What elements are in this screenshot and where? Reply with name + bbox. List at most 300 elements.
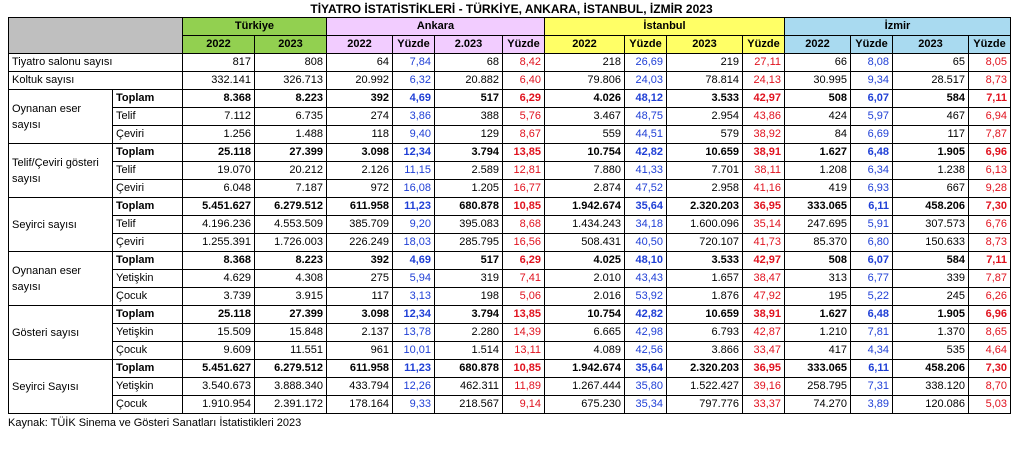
value-cell: 1.627 — [785, 306, 851, 324]
percent-cell: 24,13 — [743, 72, 785, 90]
col-header: 2022 — [183, 36, 255, 54]
label-header-cell — [9, 18, 183, 54]
value-cell: 1.876 — [667, 288, 743, 306]
value-cell: 3.794 — [435, 306, 503, 324]
percent-cell: 26,69 — [625, 54, 667, 72]
table-row — [9, 288, 1011, 306]
region-header-row — [9, 18, 1011, 36]
value-cell: 1.905 — [893, 144, 969, 162]
value-cell: 611.958 — [327, 198, 393, 216]
percent-cell: 35,34 — [625, 396, 667, 414]
sub-row-label: Toplam — [113, 306, 183, 324]
value-cell: 1.600.096 — [667, 216, 743, 234]
value-cell: 339 — [893, 270, 969, 288]
percent-cell: 16,08 — [393, 180, 435, 198]
value-cell: 117 — [893, 126, 969, 144]
table-row — [9, 54, 1011, 72]
percent-cell: 43,43 — [625, 270, 667, 288]
value-cell: 458.206 — [893, 360, 969, 378]
value-cell: 6.665 — [545, 324, 625, 342]
value-cell: 3.467 — [545, 108, 625, 126]
value-cell: 417 — [785, 342, 851, 360]
value-cell: 972 — [327, 180, 393, 198]
sub-row-label: Çocuk — [113, 342, 183, 360]
value-cell: 20.992 — [327, 72, 393, 90]
value-cell: 2.954 — [667, 108, 743, 126]
percent-cell: 7,87 — [969, 270, 1011, 288]
percent-cell: 38,11 — [743, 162, 785, 180]
value-cell: 27.399 — [255, 144, 327, 162]
table-row — [9, 306, 1011, 324]
percent-cell: 6,40 — [503, 72, 545, 90]
value-cell: 1.514 — [435, 342, 503, 360]
value-cell: 3.540.673 — [183, 378, 255, 396]
sub-row-label: Yetişkin — [113, 270, 183, 288]
row-label: Koltuk sayısı — [9, 72, 183, 90]
value-cell: 6.735 — [255, 108, 327, 126]
value-cell: 247.695 — [785, 216, 851, 234]
percent-cell: 47,92 — [743, 288, 785, 306]
percent-cell: 35,14 — [743, 216, 785, 234]
value-cell: 332.141 — [183, 72, 255, 90]
value-cell: 30.995 — [785, 72, 851, 90]
sub-row-label: Telif — [113, 108, 183, 126]
table-row — [9, 72, 1011, 90]
value-cell: 5.451.627 — [183, 360, 255, 378]
value-cell: 28.517 — [893, 72, 969, 90]
col-header: 2.023 — [435, 36, 503, 54]
value-cell: 3.915 — [255, 288, 327, 306]
percent-cell: 9,33 — [393, 396, 435, 414]
value-cell: 338.120 — [893, 378, 969, 396]
col-header: Yüzde — [851, 36, 893, 54]
value-cell: 9.609 — [183, 342, 255, 360]
value-cell: 611.958 — [327, 360, 393, 378]
value-cell: 307.573 — [893, 216, 969, 234]
percent-cell: 39,16 — [743, 378, 785, 396]
col-header: 2022 — [327, 36, 393, 54]
value-cell: 808 — [255, 54, 327, 72]
value-cell: 218 — [545, 54, 625, 72]
value-cell: 1.905 — [893, 306, 969, 324]
value-cell: 1.208 — [785, 162, 851, 180]
value-cell: 27.399 — [255, 306, 327, 324]
percent-cell: 35,64 — [625, 198, 667, 216]
percent-cell: 6,94 — [969, 108, 1011, 126]
value-cell: 245 — [893, 288, 969, 306]
percent-cell: 36,95 — [743, 360, 785, 378]
value-cell: 6.048 — [183, 180, 255, 198]
value-cell: 1.238 — [893, 162, 969, 180]
percent-cell: 12,34 — [393, 306, 435, 324]
table-row — [9, 144, 1011, 162]
percent-cell: 6,48 — [851, 144, 893, 162]
percent-cell: 8,65 — [969, 324, 1011, 342]
value-cell: 508.431 — [545, 234, 625, 252]
value-cell: 178.164 — [327, 396, 393, 414]
percent-cell: 9,40 — [393, 126, 435, 144]
percent-cell: 10,85 — [503, 198, 545, 216]
percent-cell: 6,96 — [969, 306, 1011, 324]
value-cell: 7.701 — [667, 162, 743, 180]
value-cell: 5.451.627 — [183, 198, 255, 216]
col-header: 2022 — [785, 36, 851, 54]
value-cell: 6.279.512 — [255, 198, 327, 216]
percent-cell: 5,76 — [503, 108, 545, 126]
percent-cell: 6,69 — [851, 126, 893, 144]
value-cell: 226.249 — [327, 234, 393, 252]
percent-cell: 6,80 — [851, 234, 893, 252]
table-row — [9, 360, 1011, 378]
percent-cell: 43,86 — [743, 108, 785, 126]
value-cell: 680.878 — [435, 198, 503, 216]
value-cell: 395.083 — [435, 216, 503, 234]
value-cell: 3.739 — [183, 288, 255, 306]
value-cell: 1.205 — [435, 180, 503, 198]
value-cell: 78.814 — [667, 72, 743, 90]
value-cell: 3.533 — [667, 252, 743, 270]
percent-cell: 7,81 — [851, 324, 893, 342]
percent-cell: 48,75 — [625, 108, 667, 126]
percent-cell: 24,03 — [625, 72, 667, 90]
value-cell: 680.878 — [435, 360, 503, 378]
sub-row-label: Çeviri — [113, 126, 183, 144]
percent-cell: 9,34 — [851, 72, 893, 90]
value-cell: 817 — [183, 54, 255, 72]
value-cell: 462.311 — [435, 378, 503, 396]
table-row — [9, 396, 1011, 414]
percent-cell: 7,11 — [969, 252, 1011, 270]
sub-row-label: Toplam — [113, 144, 183, 162]
percent-cell: 4,69 — [393, 90, 435, 108]
group-label: Telif/Çeviri gösteri sayısı — [9, 144, 113, 198]
value-cell: 313 — [785, 270, 851, 288]
value-cell: 1.256 — [183, 126, 255, 144]
value-cell: 3.533 — [667, 90, 743, 108]
value-cell: 218.567 — [435, 396, 503, 414]
value-cell: 720.107 — [667, 234, 743, 252]
percent-cell: 8,08 — [851, 54, 893, 72]
value-cell: 8.223 — [255, 90, 327, 108]
percent-cell: 9,28 — [969, 180, 1011, 198]
table-row — [9, 108, 1011, 126]
col-header: 2023 — [255, 36, 327, 54]
value-cell: 467 — [893, 108, 969, 126]
percent-cell: 5,06 — [503, 288, 545, 306]
value-cell: 7.112 — [183, 108, 255, 126]
sub-row-label: Telif — [113, 162, 183, 180]
percent-cell: 13,78 — [393, 324, 435, 342]
table-row — [9, 270, 1011, 288]
region-header-turkiye: Türkiye — [183, 18, 327, 36]
value-cell: 8.223 — [255, 252, 327, 270]
percent-cell: 6,11 — [851, 198, 893, 216]
table-row — [9, 234, 1011, 252]
percent-cell: 8,05 — [969, 54, 1011, 72]
value-cell: 20.212 — [255, 162, 327, 180]
value-cell: 258.795 — [785, 378, 851, 396]
value-cell: 2.010 — [545, 270, 625, 288]
percent-cell: 6,34 — [851, 162, 893, 180]
value-cell: 392 — [327, 90, 393, 108]
value-cell: 8.368 — [183, 252, 255, 270]
percent-cell: 6,76 — [969, 216, 1011, 234]
percent-cell: 6,32 — [393, 72, 435, 90]
percent-cell: 6,29 — [503, 90, 545, 108]
value-cell: 66 — [785, 54, 851, 72]
value-cell: 667 — [893, 180, 969, 198]
percent-cell: 7,11 — [969, 90, 1011, 108]
percent-cell: 38,47 — [743, 270, 785, 288]
sub-row-label: Çeviri — [113, 180, 183, 198]
theatre-statistics-table — [8, 17, 1011, 414]
value-cell: 7.187 — [255, 180, 327, 198]
value-cell: 385.709 — [327, 216, 393, 234]
percent-cell: 7,31 — [851, 378, 893, 396]
percent-cell: 7,41 — [503, 270, 545, 288]
percent-cell: 6,26 — [969, 288, 1011, 306]
value-cell: 3.794 — [435, 144, 503, 162]
value-cell: 319 — [435, 270, 503, 288]
percent-cell: 34,18 — [625, 216, 667, 234]
percent-cell: 4,64 — [969, 342, 1011, 360]
value-cell: 6.793 — [667, 324, 743, 342]
percent-cell: 13,85 — [503, 306, 545, 324]
value-cell: 15.848 — [255, 324, 327, 342]
percent-cell: 6,07 — [851, 252, 893, 270]
value-cell: 3.888.340 — [255, 378, 327, 396]
value-cell: 1.627 — [785, 144, 851, 162]
percent-cell: 41,16 — [743, 180, 785, 198]
percent-cell: 4,69 — [393, 252, 435, 270]
percent-cell: 6,77 — [851, 270, 893, 288]
percent-cell: 5,03 — [969, 396, 1011, 414]
percent-cell: 11,15 — [393, 162, 435, 180]
value-cell: 15.509 — [183, 324, 255, 342]
sub-row-label: Telif — [113, 216, 183, 234]
region-header-ankara: Ankara — [327, 18, 545, 36]
percent-cell: 41,33 — [625, 162, 667, 180]
percent-cell: 12,26 — [393, 378, 435, 396]
percent-cell: 7,84 — [393, 54, 435, 72]
percent-cell: 11,89 — [503, 378, 545, 396]
value-cell: 150.633 — [893, 234, 969, 252]
value-cell: 4.629 — [183, 270, 255, 288]
sub-row-label: Toplam — [113, 90, 183, 108]
value-cell: 84 — [785, 126, 851, 144]
value-cell: 85.370 — [785, 234, 851, 252]
percent-cell: 14,39 — [503, 324, 545, 342]
percent-cell: 8,70 — [969, 378, 1011, 396]
percent-cell: 6,13 — [969, 162, 1011, 180]
table-row — [9, 162, 1011, 180]
table-row — [9, 180, 1011, 198]
value-cell: 559 — [545, 126, 625, 144]
value-cell: 579 — [667, 126, 743, 144]
percent-cell: 40,50 — [625, 234, 667, 252]
percent-cell: 10,01 — [393, 342, 435, 360]
value-cell: 4.025 — [545, 252, 625, 270]
percent-cell: 3,89 — [851, 396, 893, 414]
percent-cell: 6,96 — [969, 144, 1011, 162]
percent-cell: 42,82 — [625, 306, 667, 324]
value-cell: 1.267.444 — [545, 378, 625, 396]
value-cell: 65 — [893, 54, 969, 72]
value-cell: 584 — [893, 90, 969, 108]
value-cell: 64 — [327, 54, 393, 72]
value-cell: 25.118 — [183, 144, 255, 162]
col-header: Yüzde — [503, 36, 545, 54]
value-cell: 1.910.954 — [183, 396, 255, 414]
percent-cell: 33,37 — [743, 396, 785, 414]
region-header-izmir: İzmir — [785, 18, 1011, 36]
percent-cell: 8,42 — [503, 54, 545, 72]
value-cell: 195 — [785, 288, 851, 306]
percent-cell: 8,73 — [969, 234, 1011, 252]
percent-cell: 18,03 — [393, 234, 435, 252]
value-cell: 68 — [435, 54, 503, 72]
percent-cell: 5,97 — [851, 108, 893, 126]
percent-cell: 42,87 — [743, 324, 785, 342]
percent-cell: 33,47 — [743, 342, 785, 360]
value-cell: 120.086 — [893, 396, 969, 414]
value-cell: 1.370 — [893, 324, 969, 342]
value-cell: 2.874 — [545, 180, 625, 198]
value-cell: 25.118 — [183, 306, 255, 324]
percent-cell: 42,97 — [743, 90, 785, 108]
percent-cell: 5,91 — [851, 216, 893, 234]
value-cell: 388 — [435, 108, 503, 126]
percent-cell: 7,30 — [969, 198, 1011, 216]
value-cell: 274 — [327, 108, 393, 126]
source-note: Kaynak: TÜİK Sinema ve Gösteri Sanatları İstatistikleri 2023 — [8, 417, 302, 429]
value-cell: 74.270 — [785, 396, 851, 414]
col-header: Yüzde — [393, 36, 435, 54]
group-label: Seyirci Sayısı — [9, 360, 113, 414]
percent-cell: 9,20 — [393, 216, 435, 234]
group-label: Oynanan eser sayısı — [9, 252, 113, 306]
value-cell: 1.657 — [667, 270, 743, 288]
percent-cell: 13,85 — [503, 144, 545, 162]
group-label: Seyirci sayısı — [9, 198, 113, 252]
value-cell: 433.794 — [327, 378, 393, 396]
value-cell: 10.659 — [667, 144, 743, 162]
percent-cell: 35,64 — [625, 360, 667, 378]
col-header: 2023 — [893, 36, 969, 54]
value-cell: 285.795 — [435, 234, 503, 252]
value-cell: 10.754 — [545, 144, 625, 162]
value-cell: 20.882 — [435, 72, 503, 90]
percent-cell: 6,29 — [503, 252, 545, 270]
value-cell: 198 — [435, 288, 503, 306]
value-cell: 675.230 — [545, 396, 625, 414]
value-cell: 3.866 — [667, 342, 743, 360]
value-cell: 1.522.427 — [667, 378, 743, 396]
value-cell: 2.589 — [435, 162, 503, 180]
value-cell: 2.320.203 — [667, 198, 743, 216]
percent-cell: 16,77 — [503, 180, 545, 198]
value-cell: 117 — [327, 288, 393, 306]
percent-cell: 3,13 — [393, 288, 435, 306]
value-cell: 2.391.172 — [255, 396, 327, 414]
percent-cell: 42,56 — [625, 342, 667, 360]
value-cell: 1.942.674 — [545, 360, 625, 378]
percent-cell: 48,12 — [625, 90, 667, 108]
percent-cell: 13,11 — [503, 342, 545, 360]
percent-cell: 7,30 — [969, 360, 1011, 378]
value-cell: 1.488 — [255, 126, 327, 144]
sub-row-label: Toplam — [113, 360, 183, 378]
col-header: Yüzde — [969, 36, 1011, 54]
percent-cell: 47,52 — [625, 180, 667, 198]
value-cell: 2.280 — [435, 324, 503, 342]
percent-cell: 9,14 — [503, 396, 545, 414]
value-cell: 508 — [785, 252, 851, 270]
sub-row-label: Çeviri — [113, 234, 183, 252]
sub-row-label: Çocuk — [113, 288, 183, 306]
value-cell: 4.026 — [545, 90, 625, 108]
percent-cell: 48,10 — [625, 252, 667, 270]
value-cell: 797.776 — [667, 396, 743, 414]
value-cell: 219 — [667, 54, 743, 72]
percent-cell: 5,22 — [851, 288, 893, 306]
value-cell: 326.713 — [255, 72, 327, 90]
value-cell: 517 — [435, 252, 503, 270]
table-row — [9, 342, 1011, 360]
value-cell: 2.320.203 — [667, 360, 743, 378]
percent-cell: 44,51 — [625, 126, 667, 144]
col-header: Yüzde — [625, 36, 667, 54]
value-cell: 2.126 — [327, 162, 393, 180]
table-row — [9, 90, 1011, 108]
value-cell: 961 — [327, 342, 393, 360]
sub-row-label: Yetişkin — [113, 378, 183, 396]
col-header: Yüzde — [743, 36, 785, 54]
value-cell: 4.089 — [545, 342, 625, 360]
table-row — [9, 252, 1011, 270]
row-label: Tiyatro salonu sayısı — [9, 54, 183, 72]
table-row — [9, 324, 1011, 342]
value-cell: 4.553.509 — [255, 216, 327, 234]
value-cell: 2.137 — [327, 324, 393, 342]
value-cell: 6.279.512 — [255, 360, 327, 378]
percent-cell: 38,91 — [743, 306, 785, 324]
table-row — [9, 198, 1011, 216]
value-cell: 275 — [327, 270, 393, 288]
value-cell: 2.958 — [667, 180, 743, 198]
value-cell: 419 — [785, 180, 851, 198]
percent-cell: 11,23 — [393, 360, 435, 378]
percent-cell: 53,92 — [625, 288, 667, 306]
value-cell: 1.255.391 — [183, 234, 255, 252]
table-body — [9, 54, 1011, 414]
value-cell: 4.308 — [255, 270, 327, 288]
value-cell: 333.065 — [785, 360, 851, 378]
value-cell: 1.210 — [785, 324, 851, 342]
sub-row-label: Toplam — [113, 198, 183, 216]
percent-cell: 5,94 — [393, 270, 435, 288]
sub-row-label: Toplam — [113, 252, 183, 270]
value-cell: 118 — [327, 126, 393, 144]
percent-cell: 7,87 — [969, 126, 1011, 144]
percent-cell: 16,56 — [503, 234, 545, 252]
value-cell: 3.098 — [327, 144, 393, 162]
value-cell: 1.726.003 — [255, 234, 327, 252]
percent-cell: 36,95 — [743, 198, 785, 216]
value-cell: 584 — [893, 252, 969, 270]
value-cell: 11.551 — [255, 342, 327, 360]
percent-cell: 8,73 — [969, 72, 1011, 90]
